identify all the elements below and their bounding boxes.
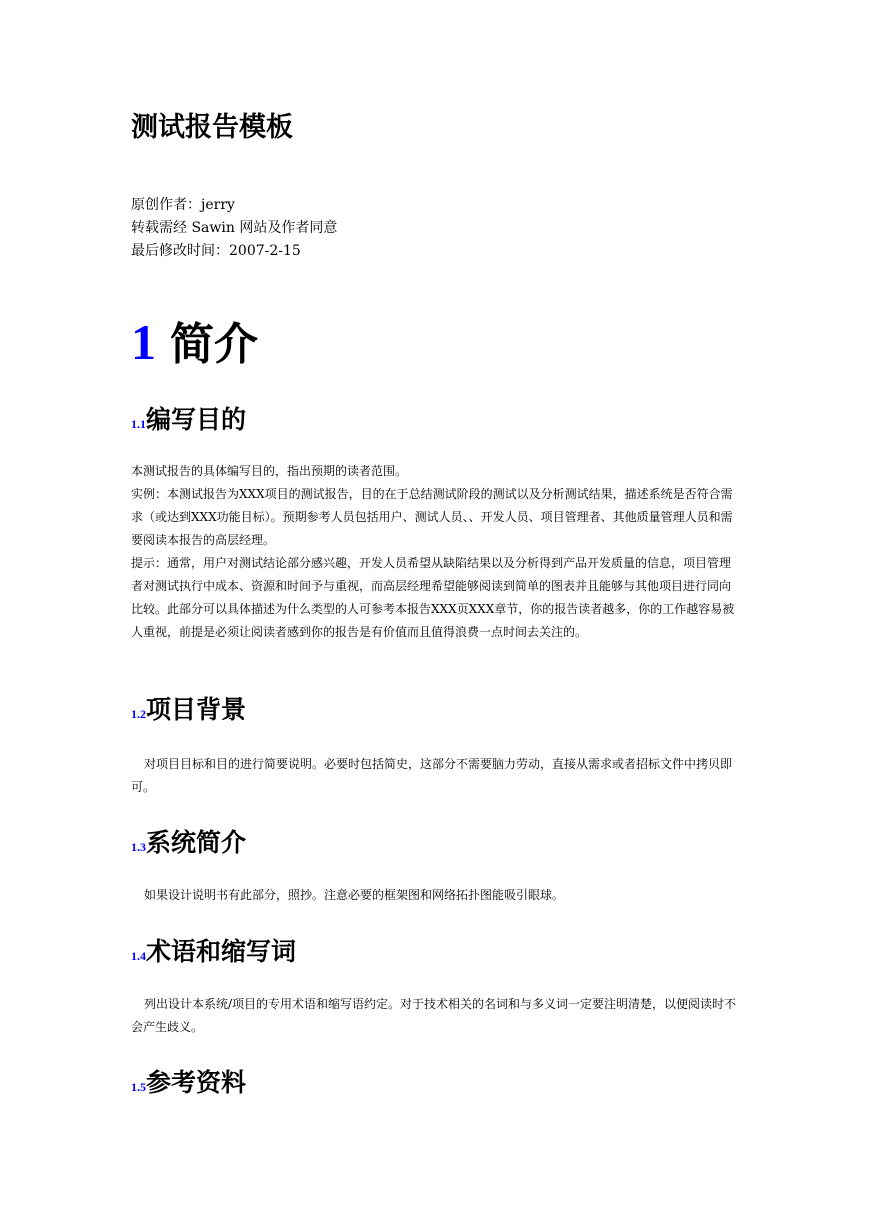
chapter-heading [131,310,258,383]
paragraph: 提示：通常，用户对测试结论部分感兴趣，开发人员希望从缺陷结果以及分析得到产品开发质量的信息，项目管理者对测试执行中成本、资源和时间予与重视，而高层经理希望能够阅读到简单的图表并且能够与其他项目进行同向比较。此部分可以具体描述为什么类型的人可参考本报告XXX页XXX章节，你的报告读者越多，你的工作越容易被人重视，前提是必须让阅读者感到你的报告是有价值而且值得浪费一点时间去关注的。 [131,556,735,639]
modified-line: 最后修改时间：2007-2-15 [131,243,301,259]
section-body-1-3 [131,884,741,907]
section-heading-1-4 [131,935,296,973]
paragraph: 列出设计本系统/项目的专用术语和缩写语约定。对于技术相关的名词和与多义词一定要注明清楚，以便阅读时不会产生歧义。 [131,997,737,1034]
paragraph: 本测试报告的具体编写目的，指出预期的读者范围。 [131,464,408,478]
section-title: 参考资料 [146,1068,247,1097]
section-number: 1.4 [131,949,146,963]
section-title: 系统简介 [146,828,247,857]
author-line: 原创作者：jerry [131,197,235,213]
section-heading-1-5 [131,1066,246,1104]
chapter-title: 简介 [170,319,258,370]
section-number: 1.3 [131,840,146,854]
section-number: 1.2 [131,707,146,721]
section-title: 术语和缩写词 [146,937,297,966]
paragraph: 对项目目标和目的进行简要说明。必要时包括简史，这部分不需要脑力劳动，直接从需求或者招标文件中拷贝即可。 [131,757,733,794]
section-title: 编写目的 [146,405,247,434]
paragraph: 如果设计说明书有此部分，照抄。注意必要的框架图和网络拓扑图能吸引眼球。 [144,888,565,902]
section-heading-1-2 [131,693,246,731]
chapter-number: 1 [131,314,156,370]
section-title: 项目背景 [146,695,247,724]
paragraph: 实例：本测试报告为XXX项目的测试报告，目的在于总结测试阶段的测试以及分析测试结果，描述系统是否符合需求（或达到XXX功能目标）。预期参考人员包括用户、测试人员、、开发人员、项目管理者、其他质量管理人员和需要阅读本报告的高层经理。 [131,487,733,547]
section-number: 1.1 [131,417,146,431]
permission-line: 转载需经 Sawin 网站及作者同意 [131,220,338,236]
document-meta [131,194,337,263]
section-body-1-4 [131,993,741,1039]
section-body-1-2 [131,753,741,799]
section-number: 1.5 [131,1080,146,1094]
section-heading-1-1 [131,403,246,441]
document-title: 测试报告模板 [131,112,293,143]
section-heading-1-3 [131,826,246,864]
section-body-1-1 [131,460,741,644]
